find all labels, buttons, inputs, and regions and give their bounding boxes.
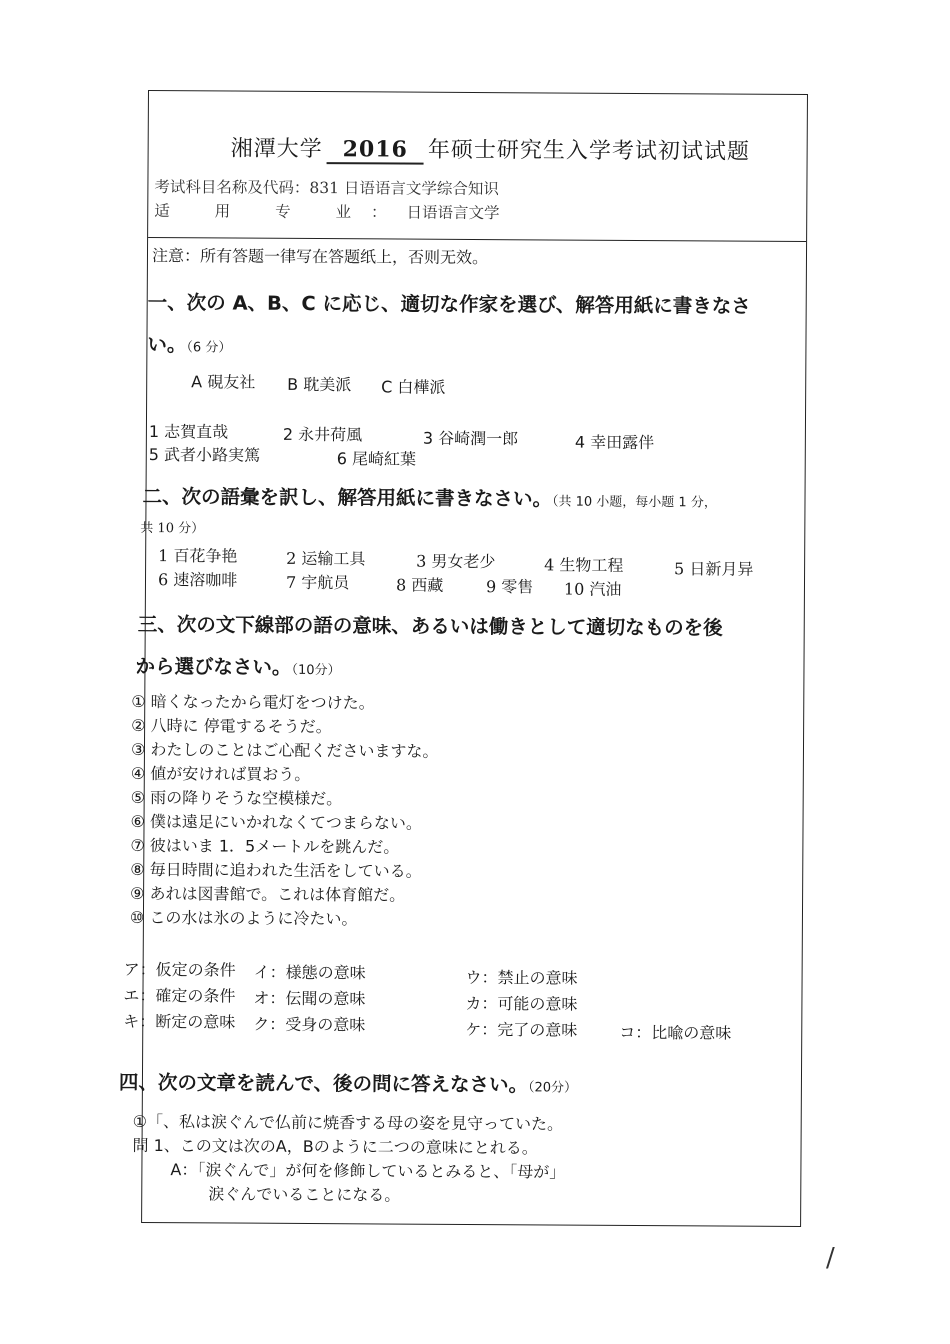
page-corner-mark: /: [826, 1243, 835, 1273]
section3-sentence-7: ⑦ 彼はいま 1．5メートルを跳んだ。: [130, 835, 400, 857]
section2-word-10: 10 汽油: [563, 579, 622, 599]
section3-sentence-4: ④ 値が安ければ買おう。: [130, 763, 311, 785]
section3-sentence-1: ① 暗くなったから電灯をつけた。: [131, 691, 375, 713]
section3-heading-line2: [135, 651, 340, 680]
major-label: 适 用 专 业：: [154, 202, 407, 222]
university-name: 湘潭大学: [230, 136, 323, 163]
section3-option-ko: コ：比喩の意味: [619, 1022, 732, 1043]
section4-passage-line: ①「、私は涙ぐんで仏前に焼香する母の姿を見守っていた。: [132, 1111, 564, 1134]
section1-author-1: 1 志賀直哉: [148, 422, 229, 442]
section2-word-3: 3 男女老少: [416, 551, 496, 572]
section2-word-7: 7 宇航员: [285, 572, 350, 593]
section4-heading-text: 四、次の文章を読んで、後の問に答えなさい。: [118, 1070, 529, 1097]
section1-group-a: A 硯友社: [191, 372, 256, 392]
section3-heading-line1: 三、次の文下線部の語の意味、あるいは働きとして適切なものを後: [137, 612, 723, 640]
major-line: [154, 199, 499, 223]
section3-sentence-10: ⑩ この水は氷のように冷たい。: [129, 907, 358, 929]
section3-option-u: ウ：禁止の意味: [465, 967, 578, 988]
section2-word-4: 4 生物工程: [544, 555, 624, 575]
section3-option-a: ア：仮定の条件: [123, 959, 236, 980]
section3-points: （10分）: [291, 662, 341, 679]
section2-word-8: 8 西藏: [395, 575, 444, 595]
section2-word-6: 6 速溶咖啡: [157, 570, 238, 590]
section1-heading-end: い。: [147, 333, 187, 357]
section3-heading-end: から選びなさい。: [135, 654, 292, 679]
section1-group-c: C 白樺派: [381, 377, 446, 397]
section3-option-ku: ク：受身の意味: [253, 1014, 366, 1035]
section2-word-1: 1 百花争艳: [158, 546, 238, 566]
section3-sentence-9: ⑨ あれは図書館で。これは体育館だ。: [130, 883, 406, 905]
section1-heading-line2: [147, 329, 231, 358]
subject-value: 831 日语语言文学综合知识: [309, 178, 499, 199]
major-value: 日语语言文学: [406, 203, 500, 223]
section3-option-ka: カ：可能の意味: [465, 993, 578, 1014]
exam-header: [148, 91, 807, 242]
exam-note: 注意：所有答题一律写在答题纸上，否则无效。: [151, 246, 489, 268]
section2-heading: [142, 481, 717, 513]
section2-points: （共 10 小题，每小题 1 分，: [551, 494, 717, 511]
section1-author-2: 2 永井荷風: [282, 424, 363, 445]
section3-option-ke: ケ：完了の意味: [465, 1019, 578, 1040]
section3-option-e: エ：確定の条件: [123, 985, 236, 1006]
section2-points-cont: 共 10 分）: [140, 520, 205, 537]
exam-title: [231, 132, 750, 167]
section4-heading: [119, 1067, 577, 1098]
section4-option-a-line2: 涙ぐんでいることになる。: [208, 1184, 401, 1205]
section3-sentence-5: ⑤ 雨の降りそうな空模様だ。: [130, 787, 343, 809]
section3-option-i: イ：様態の意味: [253, 962, 366, 983]
section1-group-b: B 耽美派: [287, 374, 352, 395]
section3-option-ki: キ：断定の意味: [123, 1011, 236, 1032]
section3-sentence-8: ⑧ 毎日時間に追われた生活をしている。: [130, 859, 422, 881]
section4-option-a-line1: A：「涙ぐんで」が何を修飾しているとみると、「母が」: [170, 1160, 566, 1182]
section3-option-o: オ：伝聞の意味: [253, 988, 366, 1009]
section3-sentence-6: ⑥ 僕は遠足にいかれなくてつまらない。: [130, 811, 423, 833]
subject-line: [154, 175, 499, 199]
section4-points: （20分）: [527, 1080, 578, 1096]
section1-heading-line1: 一、次の A、B、C に応じ、適切な作家を選び、解答用紙に書きなさ: [147, 291, 751, 318]
section2-word-2: 2 运输工具: [286, 548, 366, 569]
section3-sentence-2: ② 八時に 停電するそうだ。: [131, 715, 332, 737]
exam-year: 2016: [327, 136, 424, 165]
exam-title-text: 年硕士研究生入学考试初试试题: [427, 137, 750, 165]
section1-author-5: 5 武者小路実篤: [148, 445, 261, 465]
section1-author-6: 6 尾崎紅葉: [336, 449, 417, 469]
section2-heading-text: 二、次の語彙を訳し、解答用紙に書きなさい。: [142, 484, 553, 511]
section1-author-4: 4 幸田露伴: [574, 432, 655, 453]
section2-word-9: 9 零售: [485, 577, 534, 597]
section1-points: （6 分）: [186, 340, 232, 356]
section2-word-5: 5 日新月异: [674, 559, 754, 579]
subject-label: 考试科目名称及代码：: [154, 178, 310, 197]
exam-sheet: [118, 90, 808, 1227]
section4-question-1: 問 1、この文は次のA，Bのように二つの意味にとれる。: [132, 1135, 538, 1158]
section1-author-3: 3 谷崎潤一郎: [422, 428, 519, 449]
section3-sentence-3: ③ わたしのことはご心配くださいますな。: [130, 739, 439, 761]
